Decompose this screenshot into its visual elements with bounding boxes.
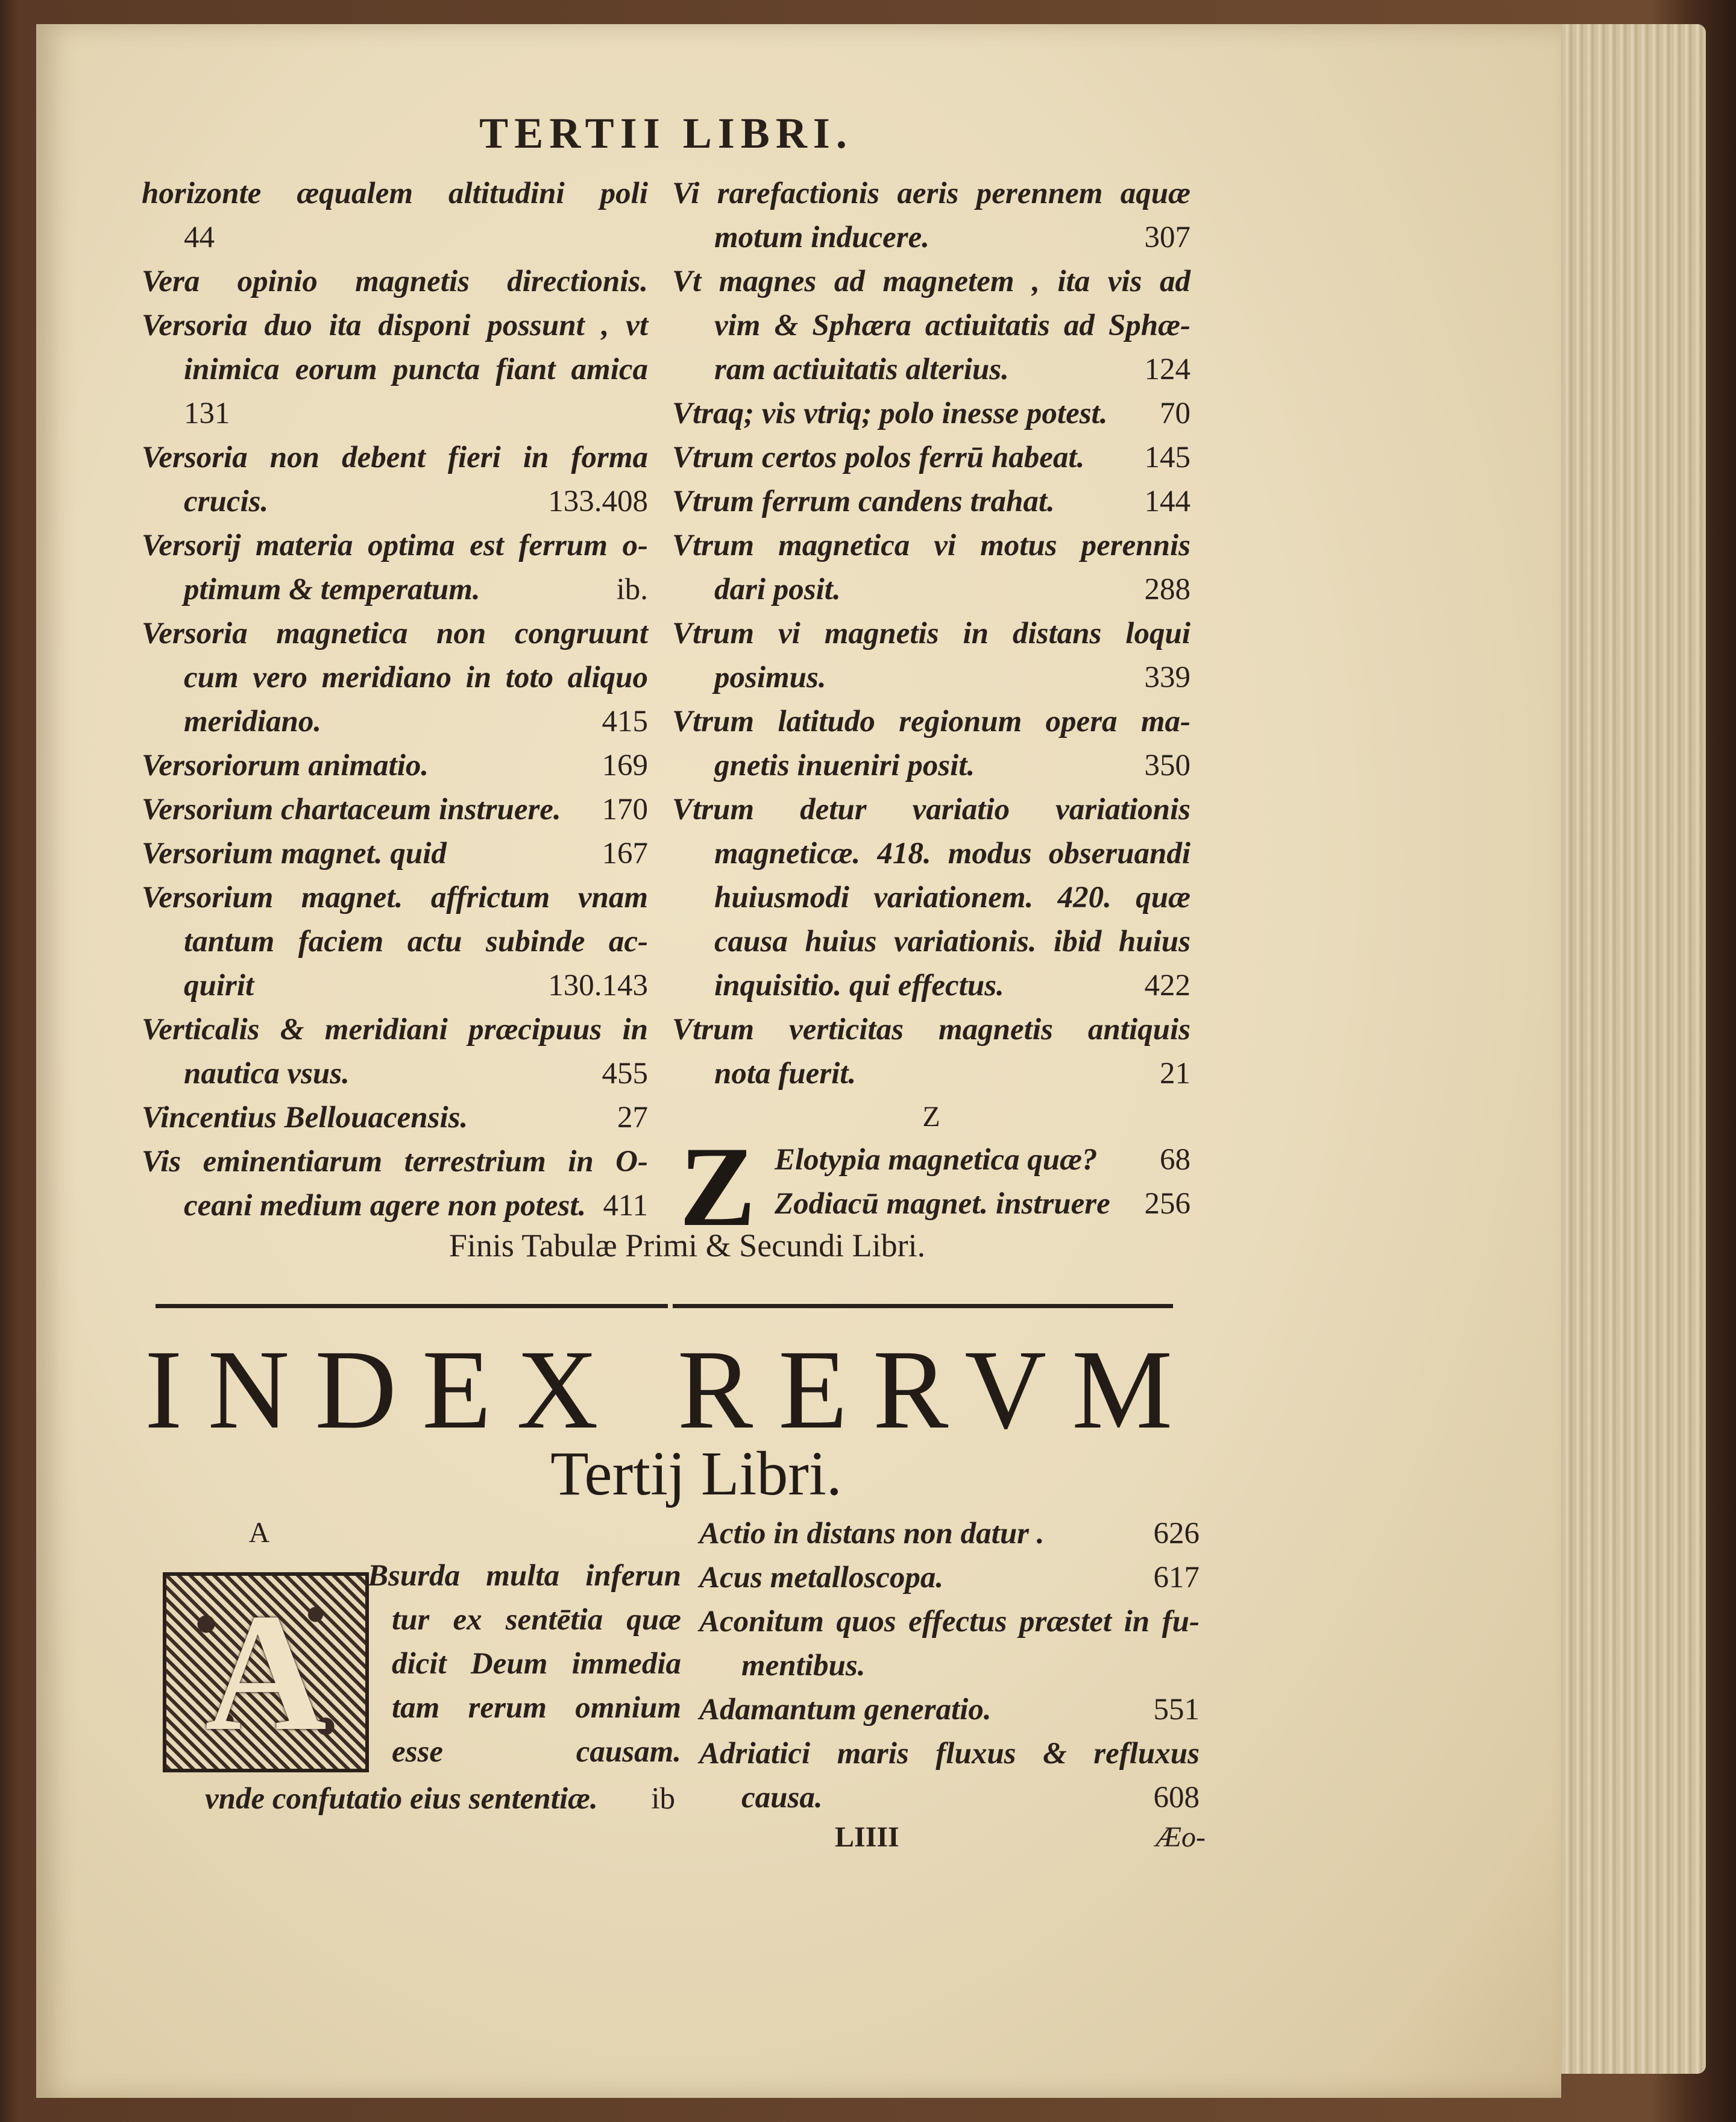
entry-last-line (142, 788, 648, 832)
section-letter-a: A (248, 1517, 270, 1549)
entry-page-row (142, 216, 648, 260)
entry-text: Actio in distans non datur . (699, 1517, 1045, 1551)
entry-line: Vera opinio magnetis directionis. (142, 265, 648, 298)
index-entry (672, 1008, 1190, 1096)
decorated-initial-a (163, 1572, 369, 1772)
entry-text: Elotypia magnetica quæ? (775, 1143, 1098, 1177)
entry-text: mentibus. (741, 1649, 866, 1683)
entry-text: Versorium chartaceum instruere. (142, 793, 561, 826)
page-number: 411 (603, 1189, 648, 1223)
signature-mark: LIIII (835, 1821, 899, 1853)
entry-last-line (142, 1052, 648, 1096)
entry-line: Versoria magnetica non congruunt (142, 617, 648, 650)
page-number: 455 (602, 1057, 648, 1091)
entry-text: ram actiuitatis alterius. (714, 353, 1009, 386)
left-column (142, 172, 648, 1228)
entry-last-line (142, 700, 648, 744)
page-number: 27 (617, 1101, 648, 1135)
page-number: 170 (602, 793, 648, 826)
a-left-column (248, 1512, 681, 1774)
index-entry (672, 260, 1190, 392)
index-entry (142, 1008, 648, 1096)
index-entry (142, 744, 648, 788)
page-number: ib. (616, 573, 648, 606)
entry-line: esse causam. (392, 1735, 681, 1769)
rule-left (156, 1304, 668, 1308)
entry-last-line (142, 1184, 648, 1228)
entry-line: tam rerum omnium (392, 1691, 681, 1725)
initial-letter: A (204, 1578, 327, 1766)
entry-text: Versoriorum animatio. (142, 749, 429, 782)
entry-line: inimica eorum puncta fiant amica (184, 353, 648, 386)
entry-text: gnetis inueniri posit. (714, 749, 975, 782)
entry-line: Vtrum verticitas magnetis antiquis (672, 1013, 1190, 1047)
entry-line: Vtrum latitudo regionum opera ma- (672, 705, 1190, 738)
entry-line: dicit Deum immedia (392, 1647, 681, 1681)
entry-last-line (142, 964, 648, 1008)
entry-line: Versorium magnet. affrictum vnam (142, 881, 648, 915)
a-entry (368, 1554, 681, 1774)
page-number: 350 (1144, 749, 1190, 782)
finis-line: Finis Tabulæ Primi & Secundi Libri. (448, 1227, 926, 1264)
entry-text: motum inducere. (714, 221, 930, 254)
page-number: 145 (1144, 441, 1190, 474)
entry-text: Vtrum ferrum candens trahat. (672, 485, 1055, 518)
entry-text: meridiano. (184, 705, 322, 738)
index-entry (672, 480, 1190, 524)
page-number: 307 (1144, 221, 1190, 254)
index-entry (699, 1688, 1200, 1732)
index-entry (672, 612, 1190, 700)
page-number: 44 (184, 221, 215, 254)
entry-text: posimus. (714, 661, 826, 694)
entry-last-line (699, 1644, 1200, 1688)
entry-line: Aconitum quos effectus præstet in fu- (699, 1605, 1200, 1639)
entry-line: vim & Sphæra actiuitatis ad Sphæ- (714, 309, 1190, 342)
entry-last-line (672, 392, 1190, 436)
page-number: 68 (1160, 1143, 1190, 1177)
entry-line: Verticalis & meridiani præcipuus in (142, 1013, 648, 1047)
entry-last-line (672, 348, 1190, 392)
entry-last-line (142, 568, 648, 612)
index-entry (142, 832, 648, 876)
z-lines (775, 1138, 1190, 1226)
entry-last-line (672, 964, 1190, 1008)
page-number: 144 (1144, 485, 1190, 518)
entry-line: Versoria non debent fieri in forma (142, 441, 648, 474)
entry-line: cum vero meridiano in toto aliquo (184, 661, 648, 694)
index-entry (699, 1512, 1200, 1556)
entry-last-line (672, 436, 1190, 480)
entry-last-line (672, 216, 1190, 260)
page-number: 131 (184, 397, 230, 430)
entry-text: Vtraq; vis vtriq; polo inesse potest. (672, 397, 1108, 430)
entry-text: Vtrum certos polos ferrū habeat. (672, 441, 1085, 474)
entry-text: quirit (184, 969, 254, 1003)
page-number: 617 (1153, 1561, 1200, 1595)
entry-text: Zodiacū magnet. instruere (775, 1187, 1110, 1221)
entry-text: nota fuerit. (714, 1057, 857, 1091)
index-entry (672, 788, 1190, 1008)
entry-line: Bsurda multa inferun (368, 1559, 681, 1593)
entry-line: causa huius variationis. ibid huius (714, 925, 1190, 959)
entry-line: horizonte æqualem altitudini poli (142, 177, 648, 210)
entry-last-line (699, 1556, 1200, 1600)
entry-text: Adamantum generatio. (699, 1693, 992, 1727)
page-number: 133.408 (548, 485, 648, 518)
page-number: 626 (1153, 1517, 1200, 1551)
entry-text: dari posit. (714, 573, 841, 606)
index-entry (142, 172, 648, 260)
entry-last-line (699, 1688, 1200, 1732)
entry-last-line (672, 480, 1190, 524)
entry-last-line (672, 1052, 1190, 1096)
entry-line: Vtrum magnetica vi motus perennis (672, 529, 1190, 562)
entry-text: inquisitio. qui effectus. (714, 969, 1004, 1003)
index-entry (672, 392, 1190, 436)
entry-last-line (142, 480, 648, 524)
z-section (672, 1124, 1190, 1250)
entry-line: magneticæ. 418. modus obseruandi (714, 837, 1190, 871)
a-right-column (699, 1512, 1200, 1820)
page-number: 130.143 (548, 969, 648, 1003)
entry-text: Versorium magnet. quid (142, 837, 447, 871)
entry-text: Acus metalloscopa. (699, 1561, 944, 1595)
running-head: TERTII LIBRI. (479, 109, 853, 157)
index-entry (142, 788, 648, 832)
entry-last-line (699, 1776, 1200, 1820)
page-number: 551 (1153, 1693, 1200, 1727)
page-number: 256 (1144, 1187, 1190, 1221)
index-entry (142, 612, 648, 744)
entry-text: causa. (741, 1781, 823, 1815)
entry-last-line (142, 832, 648, 876)
entry-text: nautica vsus. (184, 1057, 350, 1091)
entry-text: crucis. (184, 485, 269, 518)
index-entry (142, 876, 648, 1008)
page-number: 70 (1160, 397, 1190, 430)
a-continuation-row (205, 1777, 675, 1821)
index-entry (699, 1732, 1200, 1820)
entry-last-line (672, 656, 1190, 700)
page-number: 167 (602, 837, 648, 871)
page-number: 288 (1144, 573, 1190, 606)
z-entry (775, 1182, 1190, 1226)
index-entry (142, 1140, 648, 1228)
index-entry (142, 304, 648, 436)
index-entry (699, 1556, 1200, 1600)
entry-line: Versoria duo ita disponi possunt , vt (142, 309, 648, 342)
rule-right (673, 1304, 1173, 1308)
index-entry (142, 1096, 648, 1140)
page-number: 124 (1144, 353, 1190, 386)
entry-text: Vincentius Bellouacensis. (142, 1101, 468, 1135)
index-entry (672, 172, 1190, 260)
page-number: ib (651, 1782, 675, 1816)
entry-line: tur ex sentētia quæ (392, 1603, 681, 1637)
page-number: 169 (602, 749, 648, 782)
entry-line: tantum faciem actu subinde ac- (184, 925, 648, 959)
entry-last-line (699, 1512, 1200, 1556)
entry-line: huiusmodi variationem. 420. quæ (714, 881, 1190, 915)
index-entry (142, 436, 648, 524)
page-number: 21 (1160, 1057, 1190, 1091)
page-number: 608 (1153, 1781, 1200, 1815)
page-number: 415 (602, 705, 648, 738)
index-entry (142, 260, 648, 304)
entry-page-row (142, 392, 648, 436)
entry-last-line (672, 744, 1190, 788)
entry-text: vnde confutatio eius sententiæ. (205, 1782, 598, 1816)
entry-line: Vtrum detur variatio variationis (672, 793, 1190, 826)
entry-line: Vis eminentiarum terrestrium in O- (142, 1145, 648, 1179)
section-letter-z: Z (922, 1101, 940, 1133)
entry-last-line (142, 1096, 648, 1140)
right-column (672, 172, 1190, 1250)
page-number: 422 (1144, 969, 1190, 1003)
z-entry (775, 1138, 1190, 1182)
index-entry (142, 524, 648, 612)
index-entry (672, 524, 1190, 612)
entry-line: Versorij materia optima est ferrum o- (142, 529, 648, 562)
entry-line: Vi rarefactionis aeris perennem aquæ (672, 177, 1190, 210)
index-subtitle: Tertij Libri. (550, 1439, 842, 1508)
a-left-continuation (205, 1777, 675, 1821)
page-number: 339 (1144, 661, 1190, 694)
entry-last-line (672, 568, 1190, 612)
z-initial: Z (679, 1124, 756, 1250)
catchword: Æo- (1156, 1821, 1206, 1853)
entry-last-line (142, 744, 648, 788)
entry-line: Vtrum vi magnetis in distans loqui (672, 617, 1190, 650)
entry-line: Adriatici maris fluxus & refluxus (699, 1737, 1200, 1771)
index-entry (699, 1600, 1200, 1688)
index-entry (672, 700, 1190, 788)
index-title: INDEX RERVM (145, 1326, 1198, 1452)
entry-text: ceani medium agere non potest. (184, 1189, 587, 1223)
index-entry (672, 436, 1190, 480)
entry-line: Vt magnes ad magnetem , ita vis ad (672, 265, 1190, 298)
entry-text: ptimum & temperatum. (184, 573, 480, 606)
